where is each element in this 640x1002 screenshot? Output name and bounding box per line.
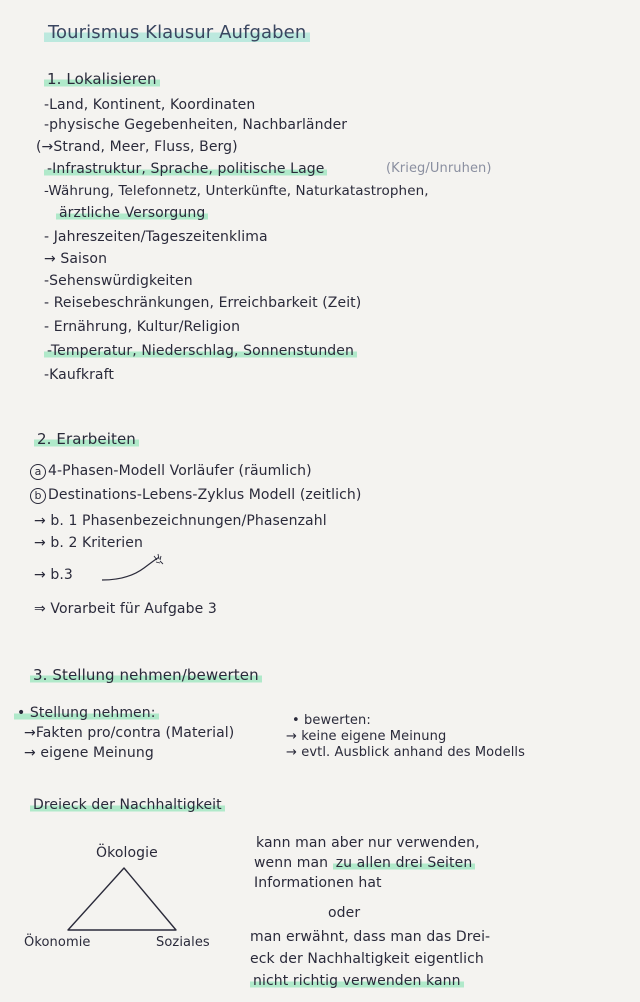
- triangle-top-label: Ökologie: [96, 845, 158, 861]
- s2-prep: ⇒ Vorarbeit für Aufgabe 3: [34, 601, 217, 617]
- s2-b3: → b.3: [34, 567, 73, 583]
- triangle-left-label: Ökonomie: [24, 935, 91, 950]
- note-line-6: nicht richtig verwenden kann: [250, 972, 464, 990]
- s1-line-1: -Land, Kontinent, Koordinaten: [44, 97, 256, 113]
- s1-line-4b: (Krieg/Unruhen): [386, 161, 492, 176]
- s2-b1: → b. 1 Phasenbezeichnungen/Phasenzahl: [34, 513, 327, 529]
- s1-line-13: -Kaufkraft: [44, 367, 114, 383]
- s2-item-a: a 4-Phasen-Modell Vorläufer (räumlich): [30, 462, 312, 480]
- note-line-5: eck der Nachhaltigkeit eigentlich: [250, 951, 484, 967]
- triangle-heading: Dreieck der Nachhaltigkeit: [30, 796, 225, 814]
- s1-line-3: (→Strand, Meer, Fluss, Berg): [36, 139, 238, 155]
- page-title: Tourismus Klausur Aufgaben: [44, 24, 310, 42]
- s1-line-5: -Währung, Telefonnetz, Unterkünfte, Naturkatastrophen,: [44, 183, 429, 199]
- s1-line-6: ärztliche Versorgung: [56, 204, 208, 222]
- note-line-4: man erwähnt, dass man das Drei-: [250, 929, 491, 945]
- s1-line-11: - Ernährung, Kultur/Religion: [44, 319, 241, 335]
- s1-line-7: - Jahreszeiten/Tageszeitenklima: [44, 229, 268, 245]
- s3-left-1: →Fakten pro/contra (Material): [24, 725, 235, 741]
- triangle-right-label: Soziales: [156, 935, 210, 950]
- s2-item-b: b Destinations-Lebens-Zyklus Modell (zeitlich): [30, 486, 361, 504]
- section-1-heading: 1. Lokalisieren: [44, 70, 160, 88]
- s1-line-4: -Infrastruktur, Sprache, politische Lage: [44, 160, 327, 178]
- s1-line-2: -physische Gegebenheiten, Nachbarländer: [44, 117, 348, 133]
- note-or: oder: [328, 905, 361, 921]
- s3-left-2: → eigene Meinung: [24, 745, 154, 761]
- s3-right-2: → evtl. Ausblick anhand des Modells: [286, 745, 525, 760]
- s1-line-10: - Reisebeschränkungen, Erreichbarkeit (Zeit): [44, 295, 362, 311]
- note-line-1: kann man aber nur verwenden,: [256, 835, 480, 851]
- s3-left-title: • Stellung nehmen:: [14, 704, 159, 722]
- note-line-3: Informationen hat: [254, 875, 382, 891]
- s2-b2: → b. 2 Kriterien: [34, 535, 143, 551]
- sustainability-triangle: [60, 864, 180, 936]
- section-3-heading: 3. Stellung nehmen/bewerten: [30, 666, 262, 684]
- s1-line-8: → Saison: [44, 251, 108, 267]
- s3-right-1: → keine eigene Meinung: [286, 729, 447, 744]
- marker-b-icon: b: [30, 488, 46, 504]
- s3-right-title: • bewerten:: [292, 713, 371, 728]
- s1-line-9: -Sehenswürdigkeiten: [44, 273, 193, 289]
- note-line-2: wenn man zu allen drei Seiten: [254, 854, 475, 872]
- lifecycle-curve-sketch: [98, 552, 170, 586]
- s1-line-12: -Temperatur, Niederschlag, Sonnenstunden: [44, 342, 357, 360]
- section-2-heading: 2. Erarbeiten: [34, 430, 139, 448]
- marker-a-icon: a: [30, 464, 46, 480]
